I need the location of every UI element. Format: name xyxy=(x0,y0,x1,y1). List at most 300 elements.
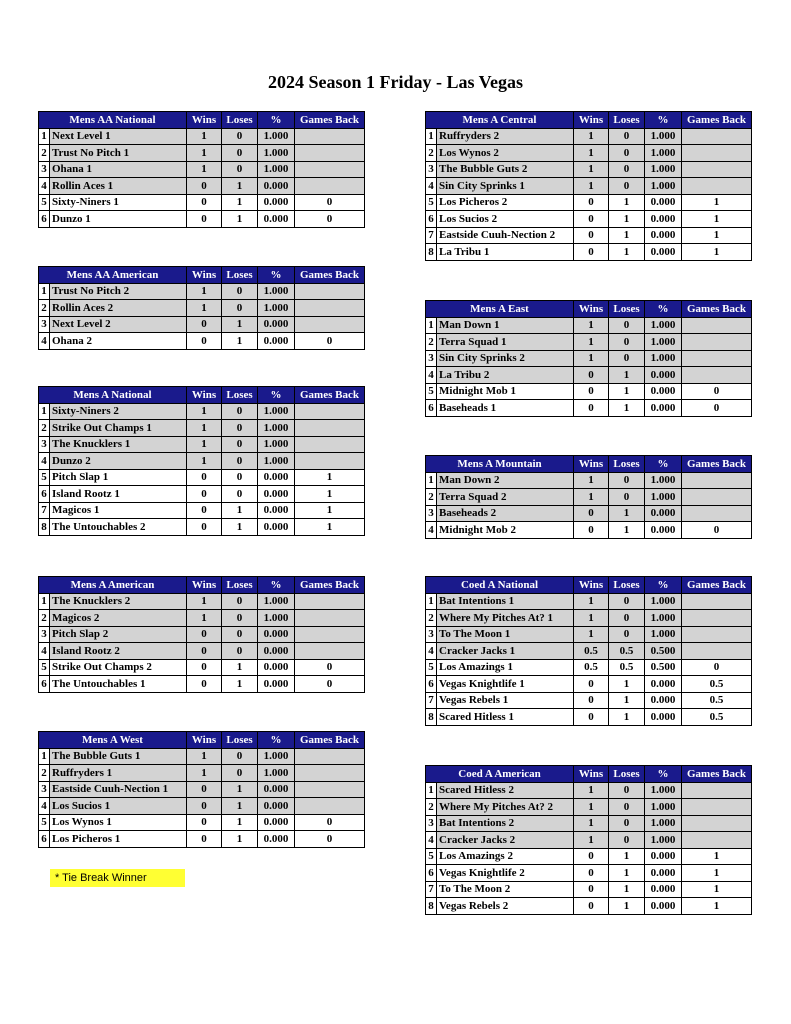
pct-cell: 0.000 xyxy=(645,692,682,709)
games-back-header: Games Back xyxy=(295,112,365,129)
table-row xyxy=(426,799,752,816)
loses-cell: 0 xyxy=(222,283,258,300)
table-row xyxy=(426,334,752,351)
pct-cell: 1.000 xyxy=(645,350,682,367)
tie-break-note: * Tie Break Winner xyxy=(50,869,185,887)
team-name: Sin City Sprinks 2 xyxy=(437,350,574,367)
pct-cell: 1.000 xyxy=(258,436,295,453)
wins-cell: 0.5 xyxy=(574,643,609,660)
games-back-cell: 0 xyxy=(295,194,365,211)
table-row xyxy=(426,593,752,610)
pct-header: % xyxy=(645,577,682,594)
rank-cell: 2 xyxy=(39,420,50,437)
games-back-cell: 0 xyxy=(295,831,365,848)
games-back-cell: 1 xyxy=(295,502,365,519)
pct-cell: 1.000 xyxy=(645,489,682,506)
pct-cell: 1.000 xyxy=(645,178,682,195)
pct-cell: 0.000 xyxy=(258,333,295,350)
games-back-header: Games Back xyxy=(295,387,365,404)
games-back-cell xyxy=(295,626,365,643)
team-name: Vegas Rebels 2 xyxy=(437,898,574,915)
wins-cell: 1 xyxy=(574,815,609,832)
rank-cell: 3 xyxy=(426,505,437,522)
rank-cell: 5 xyxy=(39,659,50,676)
team-name: The Knucklers 1 xyxy=(50,436,187,453)
loses-cell: 1 xyxy=(609,211,645,228)
table-row xyxy=(426,227,752,244)
pct-cell: 1.000 xyxy=(645,145,682,162)
loses-cell: 1 xyxy=(222,519,258,536)
games-back-header: Games Back xyxy=(682,456,752,473)
table-row xyxy=(426,211,752,228)
rank-cell: 4 xyxy=(39,333,50,350)
games-back-cell xyxy=(295,300,365,317)
wins-cell: 1 xyxy=(574,178,609,195)
table-row xyxy=(39,453,365,470)
wins-cell: 0 xyxy=(574,211,609,228)
pct-cell: 1.000 xyxy=(645,317,682,334)
loses-cell: 1 xyxy=(222,502,258,519)
loses-header: Loses xyxy=(222,732,258,749)
games-back-cell: 1 xyxy=(682,211,752,228)
team-name: Ruffryders 2 xyxy=(437,128,574,145)
pct-cell: 1.000 xyxy=(258,145,295,162)
pct-cell: 0.000 xyxy=(258,194,295,211)
games-back-cell xyxy=(682,128,752,145)
games-back-cell xyxy=(295,643,365,660)
pct-cell: 0.000 xyxy=(258,676,295,693)
standings-table-mens-a-mountain xyxy=(425,455,752,539)
pct-cell: 0.000 xyxy=(258,519,295,536)
wins-cell: 0 xyxy=(574,400,609,417)
loses-header: Loses xyxy=(222,112,258,129)
team-name: Ohana 1 xyxy=(50,161,187,178)
table-row xyxy=(39,593,365,610)
loses-cell: 0 xyxy=(222,436,258,453)
wins-cell: 1 xyxy=(187,436,222,453)
rank-cell: 1 xyxy=(39,748,50,765)
standings-table-coed-a-american xyxy=(425,765,752,915)
table-row xyxy=(39,469,365,486)
division-name: Mens A East xyxy=(426,301,574,318)
wins-cell: 0 xyxy=(574,522,609,539)
team-name: Cracker Jacks 2 xyxy=(437,832,574,849)
pct-cell: 1.000 xyxy=(645,161,682,178)
team-name: To The Moon 1 xyxy=(437,626,574,643)
table-row xyxy=(426,832,752,849)
games-back-cell: 0 xyxy=(295,814,365,831)
table-row xyxy=(39,128,365,145)
team-name: Ohana 2 xyxy=(50,333,187,350)
team-name: Where My Pitches At? 1 xyxy=(437,610,574,627)
wins-cell: 0.5 xyxy=(574,659,609,676)
table-row xyxy=(426,317,752,334)
wins-header: Wins xyxy=(187,732,222,749)
table-row xyxy=(39,194,365,211)
loses-cell: 0 xyxy=(222,453,258,470)
games-back-header: Games Back xyxy=(682,577,752,594)
wins-cell: 0 xyxy=(187,316,222,333)
rank-cell: 1 xyxy=(39,128,50,145)
loses-cell: 0 xyxy=(222,161,258,178)
pct-cell: 1.000 xyxy=(258,453,295,470)
wins-cell: 1 xyxy=(574,161,609,178)
loses-cell: 0 xyxy=(222,145,258,162)
rank-cell: 6 xyxy=(39,486,50,503)
pct-cell: 1.000 xyxy=(645,799,682,816)
pct-cell: 0.500 xyxy=(645,659,682,676)
team-name: Bat Intentions 2 xyxy=(437,815,574,832)
loses-cell: 0 xyxy=(609,782,645,799)
games-back-cell: 0 xyxy=(682,400,752,417)
wins-cell: 0 xyxy=(574,367,609,384)
games-back-cell xyxy=(295,161,365,178)
wins-cell: 1 xyxy=(187,283,222,300)
table-row xyxy=(39,781,365,798)
loses-cell: 1 xyxy=(609,194,645,211)
rank-cell: 2 xyxy=(426,334,437,351)
pct-cell: 0.000 xyxy=(645,244,682,261)
games-back-cell xyxy=(682,643,752,660)
team-name: Strike Out Champs 2 xyxy=(50,659,187,676)
pct-cell: 1.000 xyxy=(258,593,295,610)
table-row xyxy=(426,367,752,384)
table-row xyxy=(426,626,752,643)
loses-cell: 1 xyxy=(609,244,645,261)
games-back-cell: 1 xyxy=(682,865,752,882)
table-row xyxy=(426,643,752,660)
team-name: Vegas Knightlife 1 xyxy=(437,676,574,693)
table-row xyxy=(426,865,752,882)
team-name: Midnight Mob 1 xyxy=(437,383,574,400)
pct-cell: 1.000 xyxy=(258,765,295,782)
division-name: Mens A West xyxy=(39,732,187,749)
loses-cell: 1 xyxy=(222,178,258,195)
wins-cell: 1 xyxy=(187,300,222,317)
rank-cell: 3 xyxy=(426,161,437,178)
loses-cell: 1 xyxy=(222,194,258,211)
rank-cell: 3 xyxy=(426,626,437,643)
wins-cell: 0 xyxy=(574,898,609,915)
table-row xyxy=(39,831,365,848)
games-back-header: Games Back xyxy=(295,267,365,284)
team-name: Vegas Rebels 1 xyxy=(437,692,574,709)
team-name: Terra Squad 1 xyxy=(437,334,574,351)
pct-cell: 1.000 xyxy=(258,748,295,765)
rank-cell: 6 xyxy=(426,211,437,228)
loses-cell: 1 xyxy=(609,881,645,898)
rank-cell: 2 xyxy=(426,145,437,162)
games-back-cell: 1 xyxy=(682,244,752,261)
table-row xyxy=(426,489,752,506)
table-row xyxy=(426,522,752,539)
division-name: Coed A American xyxy=(426,766,574,783)
rank-cell: 1 xyxy=(426,317,437,334)
loses-cell: 1 xyxy=(609,676,645,693)
table-row xyxy=(39,300,365,317)
table-row xyxy=(39,161,365,178)
games-back-cell: 0 xyxy=(682,659,752,676)
rank-cell: 5 xyxy=(39,814,50,831)
rank-cell: 6 xyxy=(426,676,437,693)
pct-header: % xyxy=(258,112,295,129)
rank-cell: 2 xyxy=(39,300,50,317)
rank-cell: 2 xyxy=(426,489,437,506)
table-row xyxy=(426,161,752,178)
team-name: Scared Hitless 1 xyxy=(437,709,574,726)
table-row xyxy=(39,486,365,503)
team-name: Vegas Knightlife 2 xyxy=(437,865,574,882)
rank-cell: 8 xyxy=(426,709,437,726)
team-name: Man Down 1 xyxy=(437,317,574,334)
team-name: Magicos 1 xyxy=(50,502,187,519)
rank-cell: 2 xyxy=(426,610,437,627)
games-back-header: Games Back xyxy=(682,112,752,129)
team-name: Sixty-Niners 1 xyxy=(50,194,187,211)
pct-cell: 0.000 xyxy=(645,194,682,211)
wins-cell: 1 xyxy=(574,317,609,334)
loses-cell: 0 xyxy=(609,593,645,610)
pct-cell: 0.000 xyxy=(258,781,295,798)
pct-cell: 1.000 xyxy=(258,283,295,300)
team-name: Terra Squad 2 xyxy=(437,489,574,506)
wins-cell: 1 xyxy=(574,350,609,367)
pct-cell: 0.000 xyxy=(258,798,295,815)
rank-cell: 2 xyxy=(39,765,50,782)
games-back-cell: 0 xyxy=(295,676,365,693)
rank-cell: 5 xyxy=(39,194,50,211)
wins-cell: 0 xyxy=(187,643,222,660)
team-name: Pitch Slap 2 xyxy=(50,626,187,643)
wins-cell: 1 xyxy=(187,145,222,162)
pct-header: % xyxy=(258,267,295,284)
team-name: Bat Intentions 1 xyxy=(437,593,574,610)
table-row xyxy=(426,383,752,400)
wins-header: Wins xyxy=(187,267,222,284)
team-name: Sixty-Niners 2 xyxy=(50,403,187,420)
pct-cell: 1.000 xyxy=(258,403,295,420)
rank-cell: 1 xyxy=(426,128,437,145)
wins-cell: 0 xyxy=(574,692,609,709)
table-row xyxy=(39,676,365,693)
team-name: Dunzo 1 xyxy=(50,211,187,228)
table-row xyxy=(39,748,365,765)
games-back-cell: 1 xyxy=(682,227,752,244)
loses-cell: 1 xyxy=(222,316,258,333)
wins-cell: 0 xyxy=(574,194,609,211)
rank-cell: 6 xyxy=(39,831,50,848)
loses-cell: 1 xyxy=(222,781,258,798)
rank-cell: 8 xyxy=(426,898,437,915)
rank-cell: 5 xyxy=(426,848,437,865)
loses-cell: 1 xyxy=(609,848,645,865)
rank-cell: 4 xyxy=(39,178,50,195)
loses-cell: 1 xyxy=(609,865,645,882)
wins-cell: 0 xyxy=(187,333,222,350)
wins-cell: 0 xyxy=(574,848,609,865)
table-row xyxy=(39,283,365,300)
wins-cell: 1 xyxy=(187,420,222,437)
pct-cell: 0.000 xyxy=(645,709,682,726)
pct-cell: 0.000 xyxy=(645,505,682,522)
pct-header: % xyxy=(258,732,295,749)
table-row xyxy=(39,765,365,782)
loses-cell: 1 xyxy=(222,333,258,350)
games-back-cell xyxy=(295,610,365,627)
games-back-cell xyxy=(682,367,752,384)
division-name: Mens A National xyxy=(39,387,187,404)
pct-header: % xyxy=(645,112,682,129)
loses-cell: 1 xyxy=(609,367,645,384)
standings-table-mens-a-central xyxy=(425,111,752,261)
pct-cell: 0.000 xyxy=(258,643,295,660)
rank-cell: 3 xyxy=(39,316,50,333)
team-name: Ruffryders 1 xyxy=(50,765,187,782)
table-row xyxy=(39,610,365,627)
wins-cell: 1 xyxy=(574,832,609,849)
loses-cell: 1 xyxy=(609,227,645,244)
pct-cell: 1.000 xyxy=(645,832,682,849)
division-name: Mens A Central xyxy=(426,112,574,129)
loses-cell: 0 xyxy=(609,610,645,627)
standings-table-mens-a-national xyxy=(38,386,365,536)
pct-header: % xyxy=(645,301,682,318)
rank-cell: 3 xyxy=(39,161,50,178)
team-name: Los Amazings 1 xyxy=(437,659,574,676)
table-row xyxy=(426,676,752,693)
wins-cell: 1 xyxy=(187,610,222,627)
rank-cell: 8 xyxy=(39,519,50,536)
table-row xyxy=(426,848,752,865)
rank-cell: 5 xyxy=(39,469,50,486)
wins-cell: 0 xyxy=(574,383,609,400)
table-row xyxy=(39,643,365,660)
table-row xyxy=(39,519,365,536)
pct-cell: 1.000 xyxy=(258,300,295,317)
table-row xyxy=(426,659,752,676)
table-row xyxy=(426,692,752,709)
rank-cell: 3 xyxy=(426,350,437,367)
loses-cell: 1 xyxy=(222,659,258,676)
table-row xyxy=(426,350,752,367)
team-name: Island Rootz 2 xyxy=(50,643,187,660)
team-name: Rollin Aces 1 xyxy=(50,178,187,195)
games-back-header: Games Back xyxy=(295,577,365,594)
wins-cell: 0 xyxy=(574,244,609,261)
games-back-cell xyxy=(682,489,752,506)
wins-header: Wins xyxy=(187,577,222,594)
loses-cell: 1 xyxy=(609,522,645,539)
games-back-cell xyxy=(682,317,752,334)
loses-cell: 0.5 xyxy=(609,659,645,676)
games-back-cell: 0.5 xyxy=(682,692,752,709)
games-back-cell xyxy=(295,178,365,195)
pct-header: % xyxy=(258,387,295,404)
games-back-cell: 1 xyxy=(295,469,365,486)
rank-cell: 5 xyxy=(426,659,437,676)
wins-cell: 0 xyxy=(187,676,222,693)
wins-cell: 1 xyxy=(574,799,609,816)
rank-cell: 4 xyxy=(426,178,437,195)
standings-table-coed-a-national xyxy=(425,576,752,726)
rank-cell: 7 xyxy=(39,502,50,519)
pct-cell: 0.000 xyxy=(258,469,295,486)
wins-header: Wins xyxy=(574,112,609,129)
wins-cell: 1 xyxy=(574,489,609,506)
games-back-cell: 1 xyxy=(295,486,365,503)
pct-cell: 0.000 xyxy=(258,831,295,848)
team-name: Los Picheros 1 xyxy=(50,831,187,848)
games-back-cell xyxy=(682,145,752,162)
table-row xyxy=(39,502,365,519)
rank-cell: 4 xyxy=(426,367,437,384)
games-back-cell xyxy=(295,403,365,420)
wins-cell: 0 xyxy=(574,505,609,522)
loses-cell: 0 xyxy=(222,403,258,420)
wins-header: Wins xyxy=(187,387,222,404)
games-back-cell xyxy=(682,610,752,627)
pct-cell: 1.000 xyxy=(258,420,295,437)
pct-cell: 0.000 xyxy=(645,881,682,898)
loses-header: Loses xyxy=(609,301,645,318)
pct-cell: 1.000 xyxy=(645,782,682,799)
pct-cell: 0.000 xyxy=(645,367,682,384)
games-back-cell: 0 xyxy=(682,522,752,539)
table-row xyxy=(426,782,752,799)
rank-cell: 7 xyxy=(426,692,437,709)
team-name: Trust No Pitch 2 xyxy=(50,283,187,300)
team-name: To The Moon 2 xyxy=(437,881,574,898)
games-back-cell xyxy=(682,782,752,799)
rank-cell: 3 xyxy=(39,781,50,798)
wins-cell: 1 xyxy=(187,765,222,782)
pct-cell: 0.000 xyxy=(645,400,682,417)
table-row xyxy=(426,709,752,726)
table-row xyxy=(39,333,365,350)
pct-cell: 0.000 xyxy=(645,211,682,228)
loses-cell: 0 xyxy=(222,420,258,437)
games-back-cell xyxy=(682,815,752,832)
games-back-cell xyxy=(682,799,752,816)
pct-cell: 0.000 xyxy=(258,659,295,676)
team-name: Magicos 2 xyxy=(50,610,187,627)
loses-cell: 1 xyxy=(609,400,645,417)
rank-cell: 4 xyxy=(39,453,50,470)
table-row xyxy=(39,420,365,437)
games-back-cell: 0 xyxy=(295,333,365,350)
games-back-cell xyxy=(295,781,365,798)
team-name: Los Amazings 2 xyxy=(437,848,574,865)
division-name: Mens AA American xyxy=(39,267,187,284)
standings-table-mens-aa-national xyxy=(38,111,365,228)
loses-cell: 0.5 xyxy=(609,643,645,660)
division-name: Coed A National xyxy=(426,577,574,594)
loses-cell: 1 xyxy=(609,709,645,726)
team-name: Pitch Slap 1 xyxy=(50,469,187,486)
wins-cell: 0 xyxy=(187,814,222,831)
table-row xyxy=(39,798,365,815)
team-name: Midnight Mob 2 xyxy=(437,522,574,539)
games-back-cell xyxy=(295,316,365,333)
loses-cell: 0 xyxy=(609,489,645,506)
table-row xyxy=(426,472,752,489)
loses-header: Loses xyxy=(222,267,258,284)
games-back-cell: 1 xyxy=(682,194,752,211)
wins-cell: 0 xyxy=(187,659,222,676)
loses-header: Loses xyxy=(222,387,258,404)
pct-cell: 1.000 xyxy=(258,610,295,627)
table-row xyxy=(39,211,365,228)
